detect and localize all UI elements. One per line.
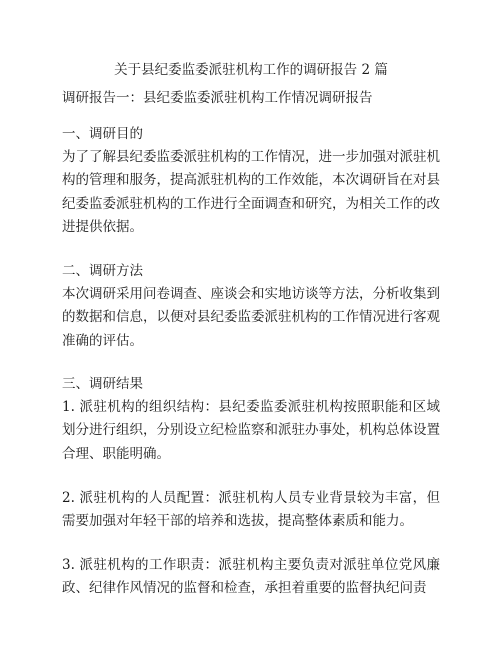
section-heading-results: 三、调研结果 [62,376,143,392]
result-item-staffing: 2. 派驻机构的人员配置：派驻机构人员专业背景较为丰富，但需要加强对年轻干部的培养和选拔，提高整体素质和能力。 [62,490,440,530]
section-body-method: 本次调研采用问卷调查、座谈会和实地访谈等方法，分析收集到的数据和信息，以便对县纪委监委派驻机构的工作情况进行客观准确的评估。 [62,286,440,349]
report-heading: 调研报告一：县纪委监委派驻机构工作情况调研报告 [62,90,373,106]
result-item-duties: 3. 派驻机构的工作职责：派驻机构主要负责对派驻单位党风廉政、纪律作风情况的监督和检查，承担着重要的监督执纪问责 [62,557,440,597]
document-title: 关于县纪委监委派驻机构工作的调研报告 2 篇 [114,62,388,78]
section-heading-purpose: 一、调研目的 [62,126,143,142]
section-body-purpose: 为了了解县纪委监委派驻机构的工作情况，进一步加强对派驻机构的管理和服务，提高派驻机构的工作效能，本次调研旨在对县纪委监委派驻机构的工作进行全面调查和研究，为相关工作的改进提供依据。 [62,149,440,236]
section-heading-method: 二、调研方法 [62,263,143,279]
result-item-organization: 1. 派驻机构的组织结构：县纪委监委派驻机构按照职能和区域划分进行组织，分别设立纪检监察和派驻办事处，机构总体设置合理、职能明确。 [62,399,440,462]
